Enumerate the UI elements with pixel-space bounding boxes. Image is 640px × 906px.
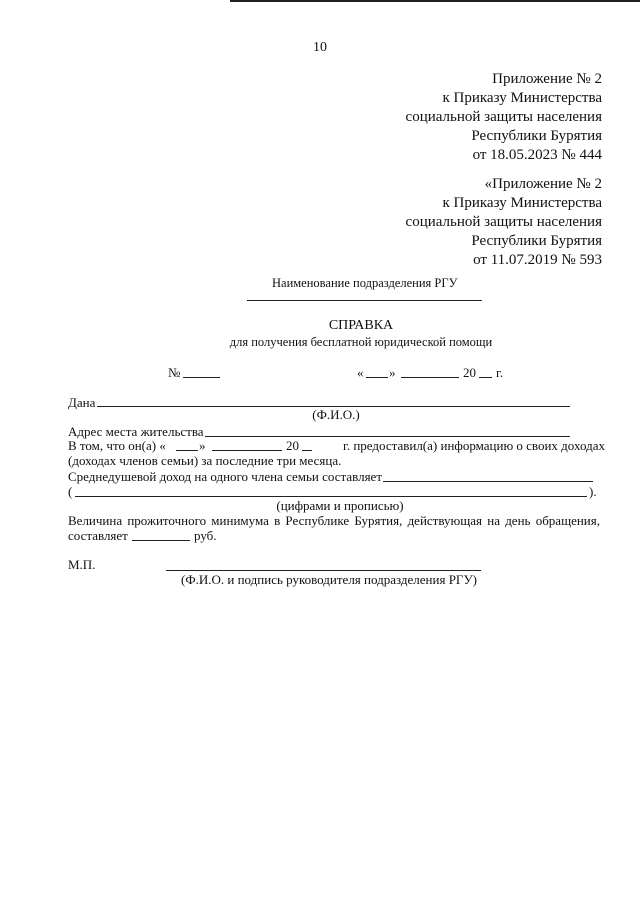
document-title: СПРАВКА <box>328 318 394 333</box>
date-year-prefix: 20 <box>463 365 476 380</box>
appendix-line: Республики Бурятия <box>471 128 602 144</box>
info-year-field <box>302 450 312 451</box>
document-subtitle: для получения бесплатной юридической помощи <box>229 335 493 349</box>
org-name-line <box>247 300 482 301</box>
appendix-header-new <box>406 70 602 165</box>
page-number: 10 <box>313 40 327 55</box>
appendix-line: социальной защиты населения <box>405 214 602 230</box>
appendix-line: «Приложение № 2 <box>484 176 602 192</box>
info-text-end: г. предоставил(а) информацию о своих доходах <box>342 438 605 453</box>
subsistence-currency: руб. <box>194 528 217 543</box>
appendix-line: к Приказу Министерства <box>442 90 602 106</box>
income-words-line <box>75 496 587 497</box>
address-line <box>205 436 570 437</box>
appendix-line: Приложение № 2 <box>492 71 602 87</box>
subsistence-text: Величина прожиточного минимума в Республике Бурятия, действующая на день обращения, <box>68 513 600 528</box>
info-text-line2: (доходах членов семьи) за последние три месяца. <box>68 453 342 468</box>
date-day-field <box>366 377 388 378</box>
appendix-line: от 18.05.2023 № 444 <box>472 147 602 163</box>
subsistence-amount-field <box>132 540 190 541</box>
info-text-start: В том, что он(а) « <box>68 438 166 453</box>
number-field <box>183 377 220 378</box>
date-close-quote: » <box>389 365 396 380</box>
appendix-header-old <box>406 175 602 270</box>
subsistence-amount-label: составляет <box>68 528 128 543</box>
number-sign: № <box>168 365 181 380</box>
appendix-line: от 11.07.2019 № 593 <box>473 252 602 268</box>
fio-caption: (Ф.И.О.) <box>312 407 360 422</box>
address-label: Адрес места жительства <box>68 424 204 439</box>
top-border-line <box>230 0 640 2</box>
appendix-line: к Приказу Министерства <box>442 195 602 211</box>
date-month-field <box>401 377 459 378</box>
income-line <box>383 481 593 482</box>
date-open-quote: « <box>357 365 364 380</box>
appendix-line: социальной защиты населения <box>405 109 602 125</box>
paren-open: ( <box>68 484 73 499</box>
org-name-label: Наименование подразделения РГУ <box>272 276 458 290</box>
info-day-field <box>176 450 198 451</box>
signature-line <box>166 570 481 571</box>
issued-to-label: Дана <box>68 395 96 410</box>
stamp-label: М.П. <box>68 557 96 572</box>
info-text-quote: » <box>199 438 206 453</box>
signature-caption: (Ф.И.О. и подпись руководителя подразделения РГУ) <box>181 572 477 587</box>
income-label: Среднедушевой доход на одного члена семьи составляет <box>68 469 382 484</box>
info-month-field <box>212 450 282 451</box>
info-year-prefix: 20 <box>286 438 299 453</box>
appendix-line: Республики Бурятия <box>471 233 602 249</box>
paren-close: ). <box>589 484 597 499</box>
date-year-field <box>479 377 492 378</box>
date-year-suffix: г. <box>496 365 504 380</box>
digits-caption: (цифрами и прописью) <box>276 498 404 513</box>
